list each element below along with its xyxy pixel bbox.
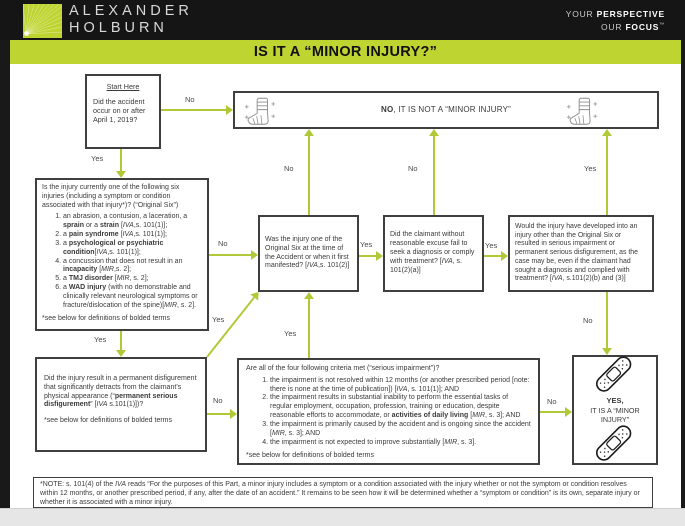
logo-wordmark	[69, 3, 193, 37]
tagline: YOUR PERSPECTIVE OUR FOCUS™	[565, 9, 665, 32]
logo-line1: ALEXANDER	[69, 3, 193, 19]
label-claimant-no: No	[408, 164, 418, 173]
header-bar	[0, 0, 685, 40]
serious-impairment-footnote: *see below for definitions of bolded terms	[246, 452, 375, 460]
label-original-six-yes: Yes	[94, 335, 107, 344]
start-question: Did the accident occur on or after April 1, 2019?	[93, 97, 146, 125]
would-develop-text: Would the injury have developed into an injury other than the Original Six or resulted in serious impairment or permanent serious disfigurement, as the case may be, even if the claimant had sought a diagnosis and complied with treatment? [IVA, s.101(2)(b) and (3)]	[515, 223, 638, 283]
original-six-item: 4. a concussion that does not result in an incapacity [MIR,s. 2];	[63, 258, 202, 276]
not-minor-result-text: NO , IT IS NOT A “MINOR INJURY”	[380, 104, 512, 114]
label-was-injury-no: No	[284, 164, 294, 173]
serious-impairment-list	[246, 377, 531, 448]
bandage-icon	[591, 421, 638, 468]
original-six-item: 5. a TMJ disorder [MIR, s. 2];	[63, 275, 202, 284]
original-six-item: 1. an abrasion, a contusion, a laceration, a sprain or a strain [IVA,s. 101(1)];	[63, 213, 202, 231]
serious-impairment-item: 1. the impairment is not resolved within 12 months (or another prescribed period [note: there is none at the time of publication]) [IVA, s. 101(1)]; AND	[270, 377, 531, 395]
yes-minor-line2: IT IS A “MINOR INJURY”	[590, 405, 640, 424]
serious-impairment-item: 2. the impairment results in substantial inability to perform the essential tasks of regular employment, occupation, profession, training or education, despite reasonable efforts to accommodate, or activities of daily living [MIR, s. 3]; AND	[270, 394, 531, 420]
logo-rays-icon	[23, 4, 62, 38]
disfigurement-footnote: *see below for definitions of bolded terms	[44, 417, 173, 425]
claimant-diagnosis-question-box	[383, 215, 484, 292]
label-would-yes: Yes	[584, 164, 597, 173]
label-would-no: No	[583, 316, 593, 325]
label-was-injury-yes: Yes	[360, 240, 373, 249]
serious-impairment-intro: Are all of the four following criteria met (“serious impairment”)?	[246, 365, 440, 372]
label-original-six-no: No	[218, 239, 228, 248]
yes-minor-line1: YES,	[606, 396, 624, 406]
disfigurement-text: Did the injury result in a permanent disfigurement that significantly detracts from the claimant’s physical appearance (“permanent serious disfigurement” [IVA s.101(1)])?	[44, 375, 197, 409]
original-six-item: 6. a WAD injury (with no demonstrable and clinically relevant neurological symptoms or fracture/dislocation of the spine)[MIR, s. 2].	[63, 284, 202, 310]
original-six-question-box	[35, 178, 209, 331]
bottom-strip	[0, 508, 685, 526]
label-disfigurement-no: No	[213, 396, 223, 405]
note-box	[33, 477, 653, 508]
bandage-icon	[591, 352, 638, 399]
label-start-no: No	[185, 95, 195, 104]
original-six-footnote: *see below for definitions of bolded terms	[42, 315, 171, 323]
serious-impairment-question-box	[237, 358, 540, 465]
page-title: IS IT A “MINOR INJURY?”	[10, 40, 681, 64]
logo-line2: HOLBURN	[69, 20, 168, 36]
label-serious-no: No	[547, 397, 557, 406]
not-minor-result-box	[233, 91, 659, 129]
original-six-item: 3. a psychological or psychiatric condition[IVA,s. 101(1)];	[63, 240, 202, 258]
original-six-intro: Is the injury currently one of the following six injuries (including a symptom or condition associated with that injury*)? (“Original Six”)	[42, 184, 180, 209]
label-claimant-yes: Yes	[485, 241, 498, 250]
start-here-heading: Start Here	[106, 82, 140, 91]
would-develop-question-box	[508, 215, 654, 292]
yes-minor-result-box	[572, 355, 658, 465]
disfigurement-question-box	[35, 357, 207, 452]
serious-impairment-item: 3. the impairment is primarily caused by the accident and is ongoing since the accident [MIR, s. 3]; AND	[270, 421, 531, 439]
claimant-diagnosis-text: Did the claimant without reasonable excuse fail to seek a diagnosis or comply with treatment? [IVA, s. 101(2)(a)]	[390, 231, 475, 274]
label-disfigurement-yes: Yes	[212, 315, 225, 324]
label-serious-yes: Yes	[284, 329, 297, 338]
was-injury-text: Was the injury one of the Original Six at the time of the Accident or when it first manifested? [IVA,s. 101(2)]	[265, 235, 350, 270]
label-start-yes: Yes	[91, 154, 104, 163]
original-six-item: 2. a pain syndrome [IVA,s. 101(1)];	[63, 231, 202, 240]
was-injury-question-box	[258, 215, 359, 292]
note-text: *NOTE: s. 101(4) of the IVA reads “For the purposes of this Part, a minor injury includes a symptom or a condition associated with the injury whether or not the symptom or condition resolves within 12 months, or another prescribed period, if any, after the date of an accident.” It remains to be seen how it will be determined whether a “symptom or condition” is its own, separate injury or whether it is associated with a minor injury.	[40, 481, 640, 506]
serious-impairment-item: 4. the impairment is not expected to improve substantially [MIR, s. 3].	[270, 439, 531, 448]
start-box	[85, 74, 161, 149]
original-six-list	[42, 213, 202, 310]
